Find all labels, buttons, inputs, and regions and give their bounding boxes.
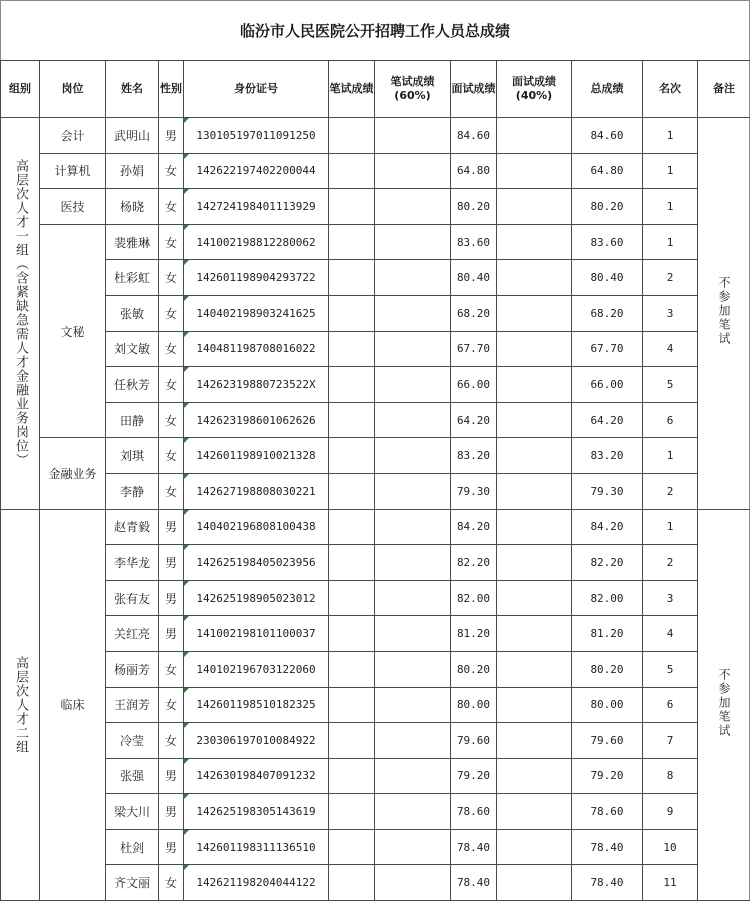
total-cell: 80.00 [572,687,643,723]
written-60-cell [375,687,451,723]
rank-cell: 2 [643,260,698,296]
interview-cell: 67.70 [451,331,497,367]
interview-cell: 78.60 [451,794,497,830]
header-remark: 备注 [698,61,750,118]
id-cell: 142630198407091232 [184,758,329,794]
name-cell: 武明山 [106,118,159,154]
gender-cell: 男 [159,580,184,616]
score-table [0,60,750,901]
gender-cell: 女 [159,723,184,759]
table-row [1,723,750,759]
position-cell: 金融业务 [40,438,106,509]
interview-40-cell [497,473,572,509]
table-row [1,438,750,474]
header-total: 总成绩 [572,61,643,118]
position-cell: 文秘 [40,224,106,438]
name-cell: 张有友 [106,580,159,616]
table-row [1,687,750,723]
table-row [1,189,750,225]
name-cell: 张敏 [106,295,159,331]
remark-text: 不参加笔试 [717,276,731,347]
total-cell: 80.20 [572,189,643,225]
id-cell: 141002198101100037 [184,616,329,652]
written-60-cell [375,402,451,438]
name-cell: 李静 [106,473,159,509]
table-row [1,153,750,189]
header-written-60: 笔试成绩(60%) [375,61,451,118]
rank-cell: 9 [643,794,698,830]
header-id: 身份证号 [184,61,329,118]
written-60-cell [375,651,451,687]
total-cell: 79.20 [572,758,643,794]
gender-cell: 男 [159,794,184,830]
gender-cell: 女 [159,153,184,189]
table-row [1,509,750,545]
interview-cell: 83.20 [451,438,497,474]
rank-cell: 6 [643,402,698,438]
id-cell: 14262319880723522X [184,367,329,403]
written-60-cell [375,580,451,616]
table-row [1,118,750,154]
written-cell [329,118,375,154]
name-cell: 王润芳 [106,687,159,723]
total-cell: 82.00 [572,580,643,616]
written-cell [329,438,375,474]
id-cell: 142601198510182325 [184,687,329,723]
interview-cell: 80.40 [451,260,497,296]
table-row [1,473,750,509]
id-cell: 142623198601062626 [184,402,329,438]
interview-40-cell [497,189,572,225]
interview-40-cell [497,616,572,652]
interview-40-cell [497,651,572,687]
group-cell: 高层次人才二组 [1,509,40,901]
rank-cell: 4 [643,331,698,367]
interview-cell: 81.20 [451,616,497,652]
rank-cell: 6 [643,687,698,723]
total-cell: 83.60 [572,224,643,260]
remark-cell [698,509,750,901]
interview-cell: 84.20 [451,509,497,545]
header-group: 组别 [1,61,40,118]
written-60-cell [375,723,451,759]
interview-cell: 68.20 [451,295,497,331]
gender-cell: 男 [159,509,184,545]
interview-cell: 78.40 [451,865,497,901]
id-cell: 142601198904293722 [184,260,329,296]
table-row [1,651,750,687]
written-cell [329,723,375,759]
interview-cell: 82.20 [451,545,497,581]
interview-cell: 79.30 [451,473,497,509]
written-cell [329,794,375,830]
interview-40-cell [497,829,572,865]
interview-cell: 80.20 [451,189,497,225]
id-cell: 142601198910021328 [184,438,329,474]
position-cell: 医技 [40,189,106,225]
name-cell: 赵青毅 [106,509,159,545]
remark-text: 不参加笔试 [717,667,731,738]
written-60-cell [375,367,451,403]
table-row [1,865,750,901]
written-cell [329,367,375,403]
name-cell: 刘琪 [106,438,159,474]
table-row [1,758,750,794]
written-60-cell [375,295,451,331]
gender-cell: 女 [159,438,184,474]
interview-40-cell [497,865,572,901]
interview-40-cell [497,794,572,830]
interview-cell: 83.60 [451,224,497,260]
name-cell: 冷莹 [106,723,159,759]
total-cell: 83.20 [572,438,643,474]
gender-cell: 男 [159,829,184,865]
table-row [1,367,750,403]
gender-cell: 女 [159,260,184,296]
total-cell: 66.00 [572,367,643,403]
name-cell: 梁大川 [106,794,159,830]
page-title: 临汾市人民医院公开招聘工作人员总成绩 [239,22,510,40]
interview-cell: 78.40 [451,829,497,865]
name-cell: 刘文敏 [106,331,159,367]
written-60-cell [375,473,451,509]
table-row [1,224,750,260]
rank-cell: 2 [643,545,698,581]
written-cell [329,865,375,901]
table-row [1,829,750,865]
rank-cell: 2 [643,473,698,509]
gender-cell: 男 [159,545,184,581]
interview-40-cell [497,509,572,545]
written-cell [329,153,375,189]
position-cell: 计算机 [40,153,106,189]
total-cell: 80.40 [572,260,643,296]
id-cell: 230306197010084922 [184,723,329,759]
total-cell: 80.20 [572,651,643,687]
table-row [1,616,750,652]
written-60-cell [375,260,451,296]
written-cell [329,402,375,438]
interview-cell: 64.20 [451,402,497,438]
table-row [1,794,750,830]
written-cell [329,260,375,296]
written-cell [329,473,375,509]
position-cell: 临床 [40,509,106,901]
interview-cell: 79.20 [451,758,497,794]
id-cell: 141002198812280062 [184,224,329,260]
interview-cell: 80.00 [451,687,497,723]
gender-cell: 女 [159,295,184,331]
gender-cell: 男 [159,616,184,652]
rank-cell: 5 [643,651,698,687]
id-cell: 140402198903241625 [184,295,329,331]
name-cell: 张强 [106,758,159,794]
name-cell: 裴雅琳 [106,224,159,260]
interview-40-cell [497,224,572,260]
position-cell: 会计 [40,118,106,154]
id-cell: 140402196808100438 [184,509,329,545]
name-cell: 孙娟 [106,153,159,189]
interview-cell: 79.60 [451,723,497,759]
interview-40-cell [497,118,572,154]
written-60-cell [375,189,451,225]
written-cell [329,687,375,723]
gender-cell: 女 [159,687,184,723]
written-cell [329,616,375,652]
gender-cell: 女 [159,402,184,438]
total-cell: 78.60 [572,794,643,830]
interview-40-cell [497,367,572,403]
interview-40-cell [497,153,572,189]
total-cell: 78.40 [572,865,643,901]
total-cell: 79.30 [572,473,643,509]
rank-cell: 1 [643,509,698,545]
written-60-cell [375,331,451,367]
table-row [1,545,750,581]
name-cell: 杨丽芳 [106,651,159,687]
name-cell: 杜彩虹 [106,260,159,296]
interview-cell: 66.00 [451,367,497,403]
rank-cell: 3 [643,580,698,616]
gender-cell: 女 [159,331,184,367]
header-position: 岗位 [40,61,106,118]
written-60-cell [375,794,451,830]
interview-40-cell [497,723,572,759]
rank-cell: 5 [643,367,698,403]
interview-cell: 84.60 [451,118,497,154]
header-name: 姓名 [106,61,159,118]
interview-cell: 80.20 [451,651,497,687]
name-cell: 田静 [106,402,159,438]
written-cell [329,224,375,260]
written-60-cell [375,545,451,581]
name-cell: 杨晓 [106,189,159,225]
table-row [1,295,750,331]
gender-cell: 女 [159,189,184,225]
remark-cell [698,118,750,510]
rank-cell: 1 [643,224,698,260]
written-cell [329,758,375,794]
written-60-cell [375,438,451,474]
table-row [1,402,750,438]
gender-cell: 女 [159,651,184,687]
interview-40-cell [497,402,572,438]
header-rank: 名次 [643,61,698,118]
gender-cell: 男 [159,758,184,794]
interview-40-cell [497,545,572,581]
rank-cell: 8 [643,758,698,794]
written-60-cell [375,118,451,154]
id-cell: 140102196703122060 [184,651,329,687]
written-60-cell [375,865,451,901]
total-cell: 84.20 [572,509,643,545]
name-cell: 李华龙 [106,545,159,581]
written-cell [329,331,375,367]
id-cell: 142625198305143619 [184,794,329,830]
written-cell [329,651,375,687]
total-cell: 78.40 [572,829,643,865]
total-cell: 64.80 [572,153,643,189]
id-cell: 130105197011091250 [184,118,329,154]
interview-40-cell [497,260,572,296]
gender-cell: 男 [159,118,184,154]
header-row [1,61,750,118]
id-cell: 142601198311136510 [184,829,329,865]
interview-40-cell [497,580,572,616]
id-cell: 142622197402200044 [184,153,329,189]
name-cell: 任秋芳 [106,367,159,403]
interview-40-cell [497,687,572,723]
table-row [1,331,750,367]
written-cell [329,189,375,225]
id-cell: 142625198405023956 [184,545,329,581]
written-60-cell [375,224,451,260]
gender-cell: 女 [159,224,184,260]
rank-cell: 1 [643,118,698,154]
header-interview-40: 面试成绩(40%) [497,61,572,118]
rank-cell: 4 [643,616,698,652]
written-60-cell [375,509,451,545]
total-cell: 64.20 [572,402,643,438]
id-cell: 142724198401113929 [184,189,329,225]
gender-cell: 女 [159,367,184,403]
gender-cell: 女 [159,473,184,509]
table-row [1,260,750,296]
name-cell: 杜剑 [106,829,159,865]
total-cell: 68.20 [572,295,643,331]
written-cell [329,545,375,581]
gender-cell: 女 [159,865,184,901]
written-60-cell [375,829,451,865]
name-cell: 关红亮 [106,616,159,652]
interview-40-cell [497,295,572,331]
rank-cell: 3 [643,295,698,331]
total-cell: 79.60 [572,723,643,759]
written-60-cell [375,616,451,652]
total-cell: 84.60 [572,118,643,154]
header-gender: 性别 [159,61,184,118]
rank-cell: 1 [643,438,698,474]
total-cell: 82.20 [572,545,643,581]
id-cell: 142621198204044122 [184,865,329,901]
group-cell: 高层次人才一组（含紧缺急需人才金融业务岗位） [1,118,40,510]
header-interview: 面试成绩 [451,61,497,118]
table-row [1,580,750,616]
written-cell [329,509,375,545]
written-cell [329,829,375,865]
total-cell: 81.20 [572,616,643,652]
rank-cell: 1 [643,189,698,225]
interview-40-cell [497,331,572,367]
header-written: 笔试成绩 [329,61,375,118]
interview-40-cell [497,758,572,794]
interview-40-cell [497,438,572,474]
interview-cell: 82.00 [451,580,497,616]
interview-cell: 64.80 [451,153,497,189]
rank-cell: 7 [643,723,698,759]
name-cell: 齐文丽 [106,865,159,901]
id-cell: 140481198708016022 [184,331,329,367]
id-cell: 142627198808030221 [184,473,329,509]
written-60-cell [375,758,451,794]
written-60-cell [375,153,451,189]
total-cell: 67.70 [572,331,643,367]
written-cell [329,580,375,616]
rank-cell: 1 [643,153,698,189]
rank-cell: 10 [643,829,698,865]
id-cell: 142625198905023012 [184,580,329,616]
written-cell [329,295,375,331]
rank-cell: 11 [643,865,698,901]
